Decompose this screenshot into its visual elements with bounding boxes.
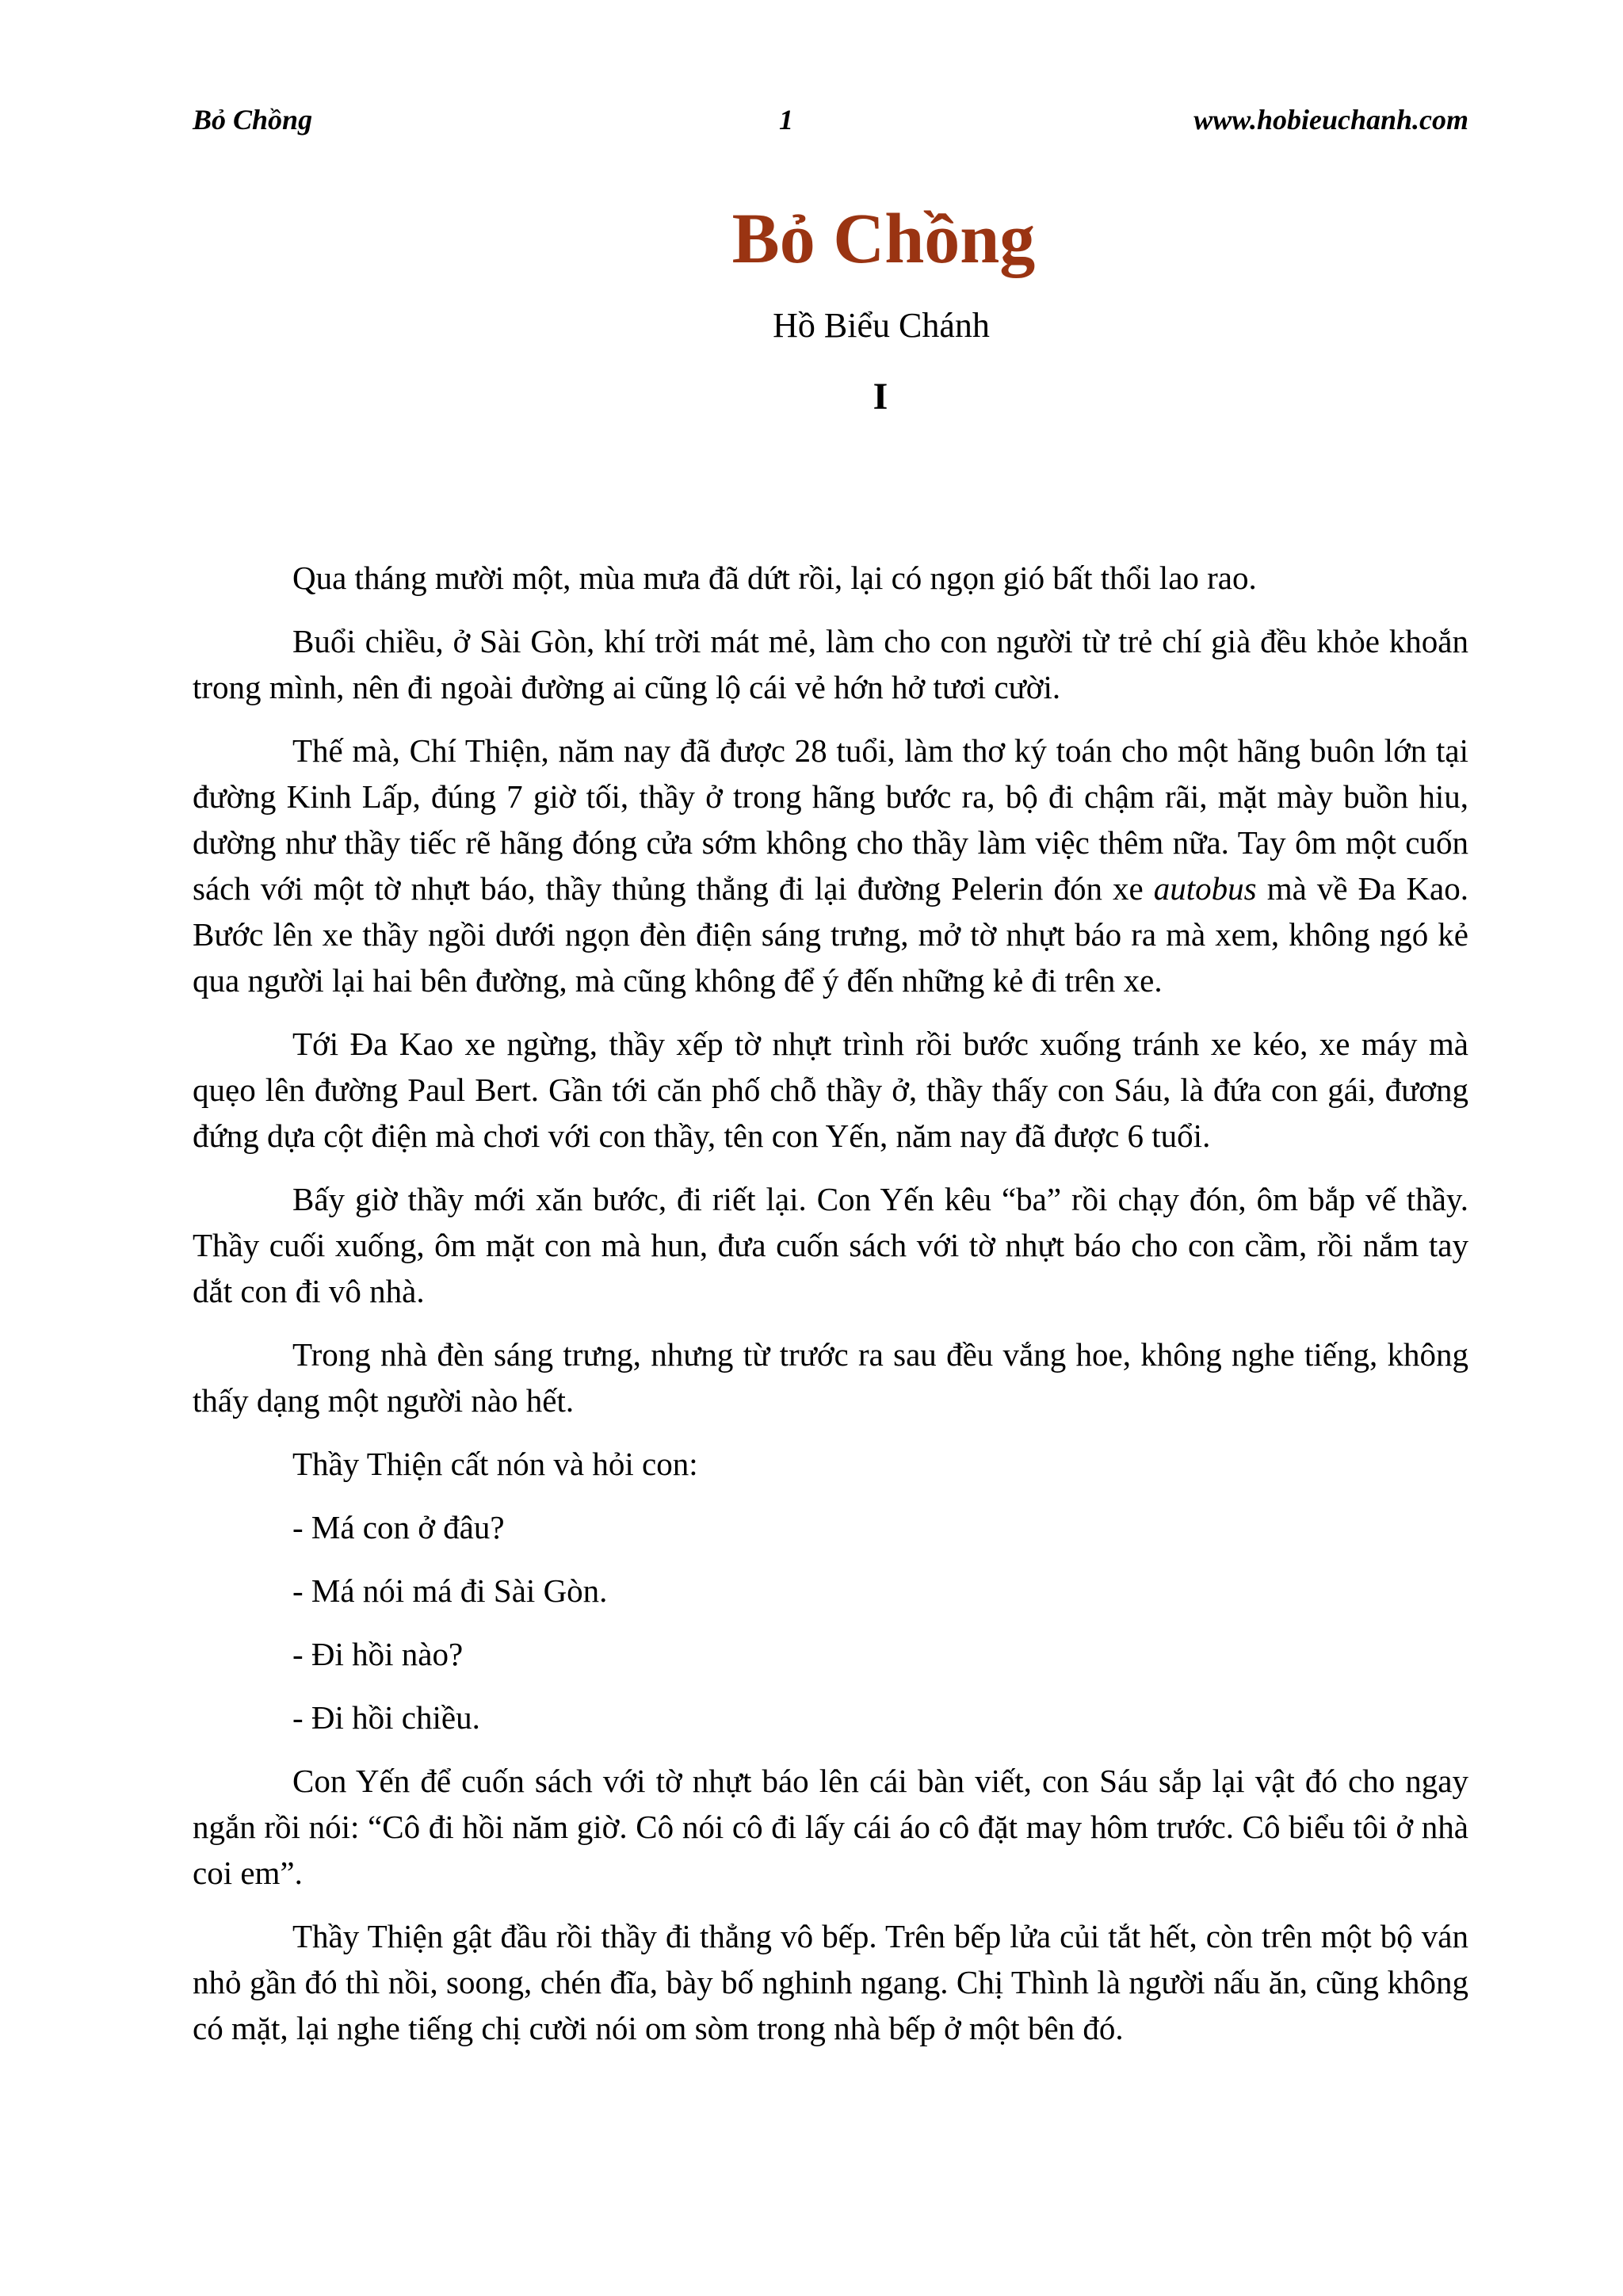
paragraph: Bấy giờ thầy mới xăn bước, đi riết lại. Con Yến kêu “ba” rồi chạy đón, ôm bắp vế thầy. Thầy cuối xuống, ôm mặt con mà hun, đưa cuốn sách với tờ nhựt báo cho con cầm, rồi nắm tay dắt con đi vô nhà. <box>193 1181 1468 1309</box>
paragraph <box>193 728 1468 1003</box>
header-page-number: 1 <box>779 104 793 136</box>
header-website: www.hobieuchanh.com <box>1193 104 1468 136</box>
dialogue-line: - Má con ở đâu? <box>292 1509 505 1545</box>
paragraph-text: mà về Đa Kao. Bước lên xe thầy ngồi dưới ngọn đèn điện sáng trưng, mở tờ nhựt báo ra mà xem, không ngó kẻ qua người lại hai bên đường, mà cũng không để ý đến những kẻ đi trên xe. <box>193 870 1468 999</box>
header-book-title: Bỏ Chồng <box>193 104 313 136</box>
paragraph: Thầy Thiện cất nón và hỏi con: <box>292 1446 698 1482</box>
paragraph: Qua tháng mười một, mùa mưa đã dứt rồi, lại có ngọn gió bất thổi lao rao. <box>292 560 1257 596</box>
page-header <box>193 103 1468 143</box>
body-text <box>193 555 1468 2069</box>
paragraph: Buổi chiều, ở Sài Gòn, khí trời mát mẻ, làm cho con người từ trẻ chí già đều khỏe khoắn trong mình, nên đi ngoài đường ai cũng lộ cái vẻ hớn hở tươi cười. <box>193 623 1468 705</box>
paragraph-text: Thế mà, Chí Thiện, năm nay đã được 28 tuổi, làm thơ ký toán cho một hãng buôn lớn tại đường Kinh Lấp, đúng 7 giờ tối, thầy ở trong hãng bước ra, bộ đi chậm rãi, mặt mày buồn hiu, dường như thầy tiếc rẽ hãng đóng cửa sớm không cho thầy làm việc thêm nữa. Tay ôm một cuốn sách với một tờ nhựt báo, thầy thủng thẳng đi lại đường Pelerin đón xe <box>193 732 1468 907</box>
italic-word: autobus <box>1153 870 1257 907</box>
book-title: Bỏ Chồng <box>731 200 1036 278</box>
dialogue-line: - Má nói má đi Sài Gòn. <box>292 1572 608 1609</box>
author-name: Hồ Biểu Chánh <box>773 306 990 345</box>
chapter-number: I <box>873 376 888 418</box>
paragraph: Trong nhà đèn sáng trưng, nhưng từ trước ra sau đều vắng hoe, không nghe tiếng, không thấy dạng một người nào hết. <box>193 1336 1468 1419</box>
paragraph: Tới Đa Kao xe ngừng, thầy xếp tờ nhựt trình rồi bước xuống tránh xe kéo, xe máy mà quẹo lên đường Paul Bert. Gần tới căn phố chỗ thầy ở, thầy thấy con Sáu, là đứa con gái, đương đứng dựa cột điện mà chơi với con thầy, tên con Yến, năm nay đã được 6 tuổi. <box>193 1026 1468 1154</box>
paragraph: Thầy Thiện gật đầu rồi thầy đi thẳng vô bếp. Trên bếp lửa củi tắt hết, còn trên một bộ ván nhỏ gần đó thì nồi, soong, chén đĩa, bày bố nghinh ngang. Chị Thình là người nấu ăn, cũng không có mặt, lại nghe tiếng chị cười nói om sòm trong nhà bếp ở một bên đó. <box>193 1918 1468 2046</box>
dialogue-line: - Đi hồi chiều. <box>292 1699 480 1736</box>
dialogue-line: - Đi hồi nào? <box>292 1636 464 1672</box>
paragraph: Con Yến để cuốn sách với tờ nhựt báo lên cái bàn viết, con Sáu sắp lại vật đó cho ngay ngắn rồi nói: “Cô đi hồi năm giờ. Cô nói cô đi lấy cái áo cô đặt may hôm trước. Cô biểu tôi ở nhà coi em”. <box>193 1763 1468 1891</box>
